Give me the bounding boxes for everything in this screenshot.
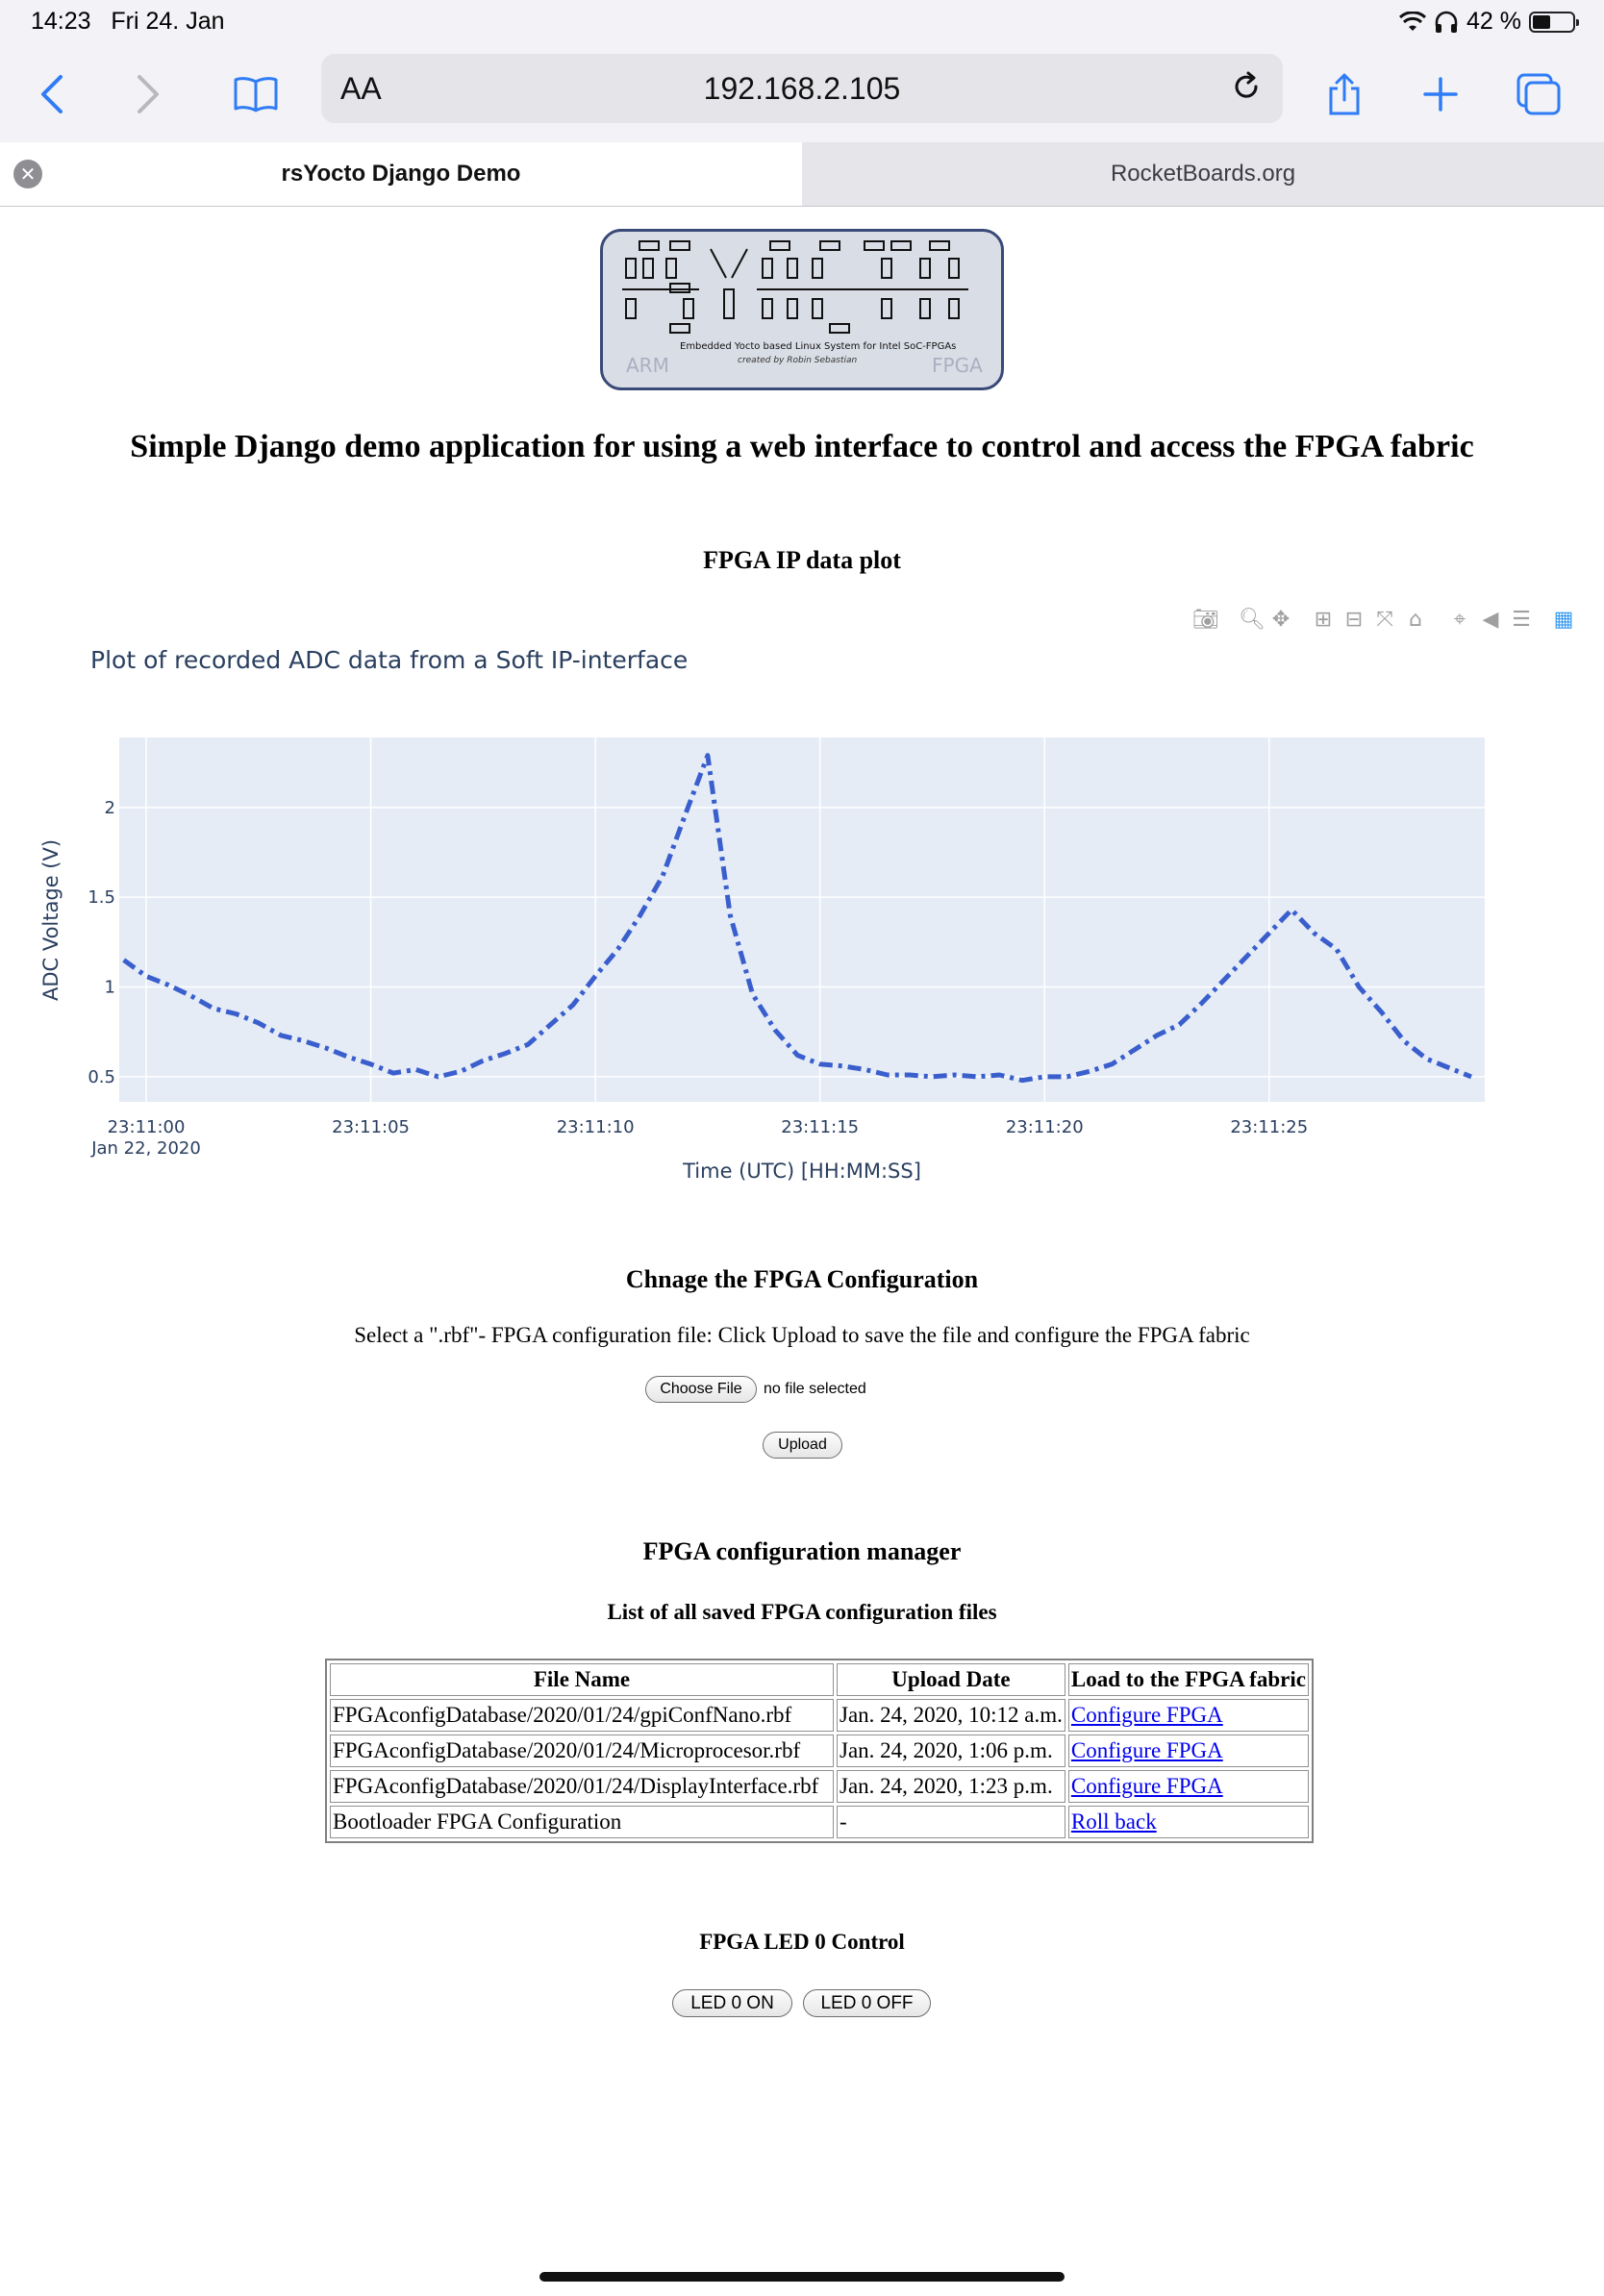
x-tick-date-label: Jan 22, 2020 xyxy=(91,1138,201,1159)
autoscale-icon[interactable]: ⤧ xyxy=(1376,608,1393,632)
text-size-button[interactable]: AA xyxy=(340,71,382,106)
rsyocto-logo xyxy=(600,229,1004,390)
y-tick-label: 1.5 xyxy=(88,887,115,909)
y-tick-label: 1 xyxy=(104,977,115,998)
address-bar[interactable] xyxy=(321,54,1283,123)
headphones-icon xyxy=(1434,11,1459,34)
tab-label: rsYocto Django Demo xyxy=(281,161,521,187)
file-name-cell: FPGAconfigDatabase/2020/01/24/DisplayInterface.rbf xyxy=(330,1770,834,1803)
wifi-icon xyxy=(1399,12,1426,33)
action-cell xyxy=(1068,1806,1309,1838)
tab-rocketboards[interactable] xyxy=(802,142,1604,206)
logo-line1: Embedded Yocto based Linux System for Intel SoC-FPGAs xyxy=(680,341,957,352)
file-name-cell: FPGAconfigDatabase/2020/01/24/Microprocesor.rbf xyxy=(330,1734,834,1767)
new-tab-button[interactable] xyxy=(1412,65,1469,123)
action-cell xyxy=(1068,1699,1309,1732)
config-files-table xyxy=(325,1659,1314,1843)
x-tick-label: 23:11:15 xyxy=(781,1117,860,1137)
upload-date-cell: - xyxy=(837,1806,1065,1838)
forward-button[interactable] xyxy=(119,65,177,123)
hover-compare-icon[interactable]: ☰ xyxy=(1512,608,1531,632)
share-button[interactable] xyxy=(1316,65,1373,123)
logo-arm: ARM xyxy=(626,354,669,377)
action-cell xyxy=(1068,1770,1309,1803)
x-axis-title: Time (UTC) [HH:MM:SS] xyxy=(683,1160,921,1183)
list-title: List of all saved FPGA configuration files xyxy=(607,1600,997,1624)
manager-title: FPGA configuration manager xyxy=(642,1537,962,1565)
camera-icon[interactable]: 📷︎ xyxy=(1192,608,1219,632)
config-description: Select a ".rbf"- FPGA configuration file: Click Upload to save the file and configure the FPGA fabric xyxy=(354,1323,1250,1347)
logo-fpga: FPGA xyxy=(932,354,983,377)
home-indicator xyxy=(539,2272,1065,2282)
bookmarks-button[interactable] xyxy=(227,65,285,123)
browser-toolbar xyxy=(0,44,1604,142)
page-title: Simple Django demo application for using a web interface to control and access the FPGA fabric xyxy=(130,429,1474,464)
table-header-row xyxy=(330,1663,1309,1696)
file-name-cell: FPGAconfigDatabase/2020/01/24/gpiConfNano.rbf xyxy=(330,1699,834,1732)
zoom-in-icon[interactable]: ⊞ xyxy=(1314,608,1333,632)
zoom-out-icon[interactable]: ⊟ xyxy=(1344,608,1364,632)
logo-line2: created by Robin Sebastian xyxy=(738,356,858,365)
led-control-title: FPGA LED 0 Control xyxy=(699,1930,905,1954)
logo-graphic xyxy=(603,232,1001,387)
table-row xyxy=(330,1770,1309,1803)
x-tick-label: 23:11:25 xyxy=(1230,1117,1309,1137)
x-tick-label: 23:11:00 xyxy=(107,1117,186,1137)
spike-lines-icon[interactable]: ⌖ xyxy=(1453,608,1466,632)
upload-date-cell: Jan. 24, 2020, 1:06 p.m. xyxy=(837,1734,1065,1767)
col-load: Load to the FPGA fabric xyxy=(1068,1663,1309,1696)
reset-axes-icon[interactable]: ⌂ xyxy=(1409,608,1422,632)
led-on-button[interactable]: LED 0 ON xyxy=(672,1989,792,2017)
plot-section-title: FPGA IP data plot xyxy=(703,546,901,574)
configure-fpga-link[interactable]: Configure FPGA xyxy=(1070,1703,1223,1727)
x-tick-label: 23:11:20 xyxy=(1005,1117,1084,1137)
tab-label: RocketBoards.org xyxy=(1110,161,1296,187)
table-row xyxy=(330,1699,1309,1732)
config-title: Chnage the FPGA Configuration xyxy=(625,1265,979,1293)
tabs-overview-button[interactable] xyxy=(1510,65,1567,123)
pan-icon[interactable]: ✥ xyxy=(1271,608,1291,632)
col-file-name: File Name xyxy=(330,1663,834,1696)
zoom-icon[interactable]: 🔍︎ xyxy=(1239,608,1266,632)
url-text: 192.168.2.105 xyxy=(703,71,901,106)
led-off-button[interactable]: LED 0 OFF xyxy=(803,1989,931,2017)
battery-icon xyxy=(1529,12,1575,33)
close-tab-icon[interactable]: ✕ xyxy=(13,160,42,188)
roll-back-link[interactable]: Roll back xyxy=(1070,1809,1157,1834)
upload-date-cell: Jan. 24, 2020, 10:12 a.m. xyxy=(837,1699,1065,1732)
y-axis-title: ADC Voltage (V) xyxy=(39,838,63,1002)
status-right xyxy=(1399,8,1575,36)
upload-date-cell: Jan. 24, 2020, 1:23 p.m. xyxy=(837,1770,1065,1803)
x-tick-label: 23:11:05 xyxy=(332,1117,411,1137)
book-icon xyxy=(233,76,279,112)
status-bar xyxy=(0,0,1604,44)
upload-button[interactable]: Upload xyxy=(763,1432,842,1459)
col-upload-date: Upload Date xyxy=(837,1663,1065,1696)
file-name-cell: Bootloader FPGA Configuration xyxy=(330,1806,834,1838)
status-time: 14:23 Fri 24. Jan xyxy=(31,8,225,35)
back-button[interactable] xyxy=(23,65,81,123)
hover-closest-icon[interactable]: ◀ xyxy=(1482,608,1499,632)
chevron-left-icon xyxy=(38,73,66,115)
table-row xyxy=(330,1734,1309,1767)
chevron-right-icon xyxy=(134,73,163,115)
y-tick-label: 0.5 xyxy=(88,1066,115,1087)
plus-icon xyxy=(1421,75,1460,113)
tabs-icon xyxy=(1516,72,1562,116)
reload-icon[interactable] xyxy=(1227,67,1266,106)
action-cell xyxy=(1068,1734,1309,1767)
tab-bar xyxy=(0,142,1604,207)
plotly-logo-icon[interactable]: ▦ xyxy=(1553,608,1574,632)
battery-percent: 42 % xyxy=(1466,8,1521,35)
choose-file-button[interactable]: Choose File xyxy=(645,1376,757,1403)
tab-rsyocto[interactable] xyxy=(0,142,802,206)
chart-title: Plot of recorded ADC data from a Soft IP-interface xyxy=(90,646,689,674)
adc-line-chart xyxy=(0,711,1604,1192)
y-tick-label: 2 xyxy=(104,797,115,818)
configure-fpga-link[interactable]: Configure FPGA xyxy=(1070,1774,1223,1798)
table-row xyxy=(330,1806,1309,1838)
file-status-text: no file selected xyxy=(764,1381,866,1397)
configure-fpga-link[interactable]: Configure FPGA xyxy=(1070,1738,1223,1762)
plot-modebar xyxy=(1192,606,1575,635)
share-icon xyxy=(1325,71,1364,117)
x-tick-label: 23:11:10 xyxy=(556,1117,635,1137)
